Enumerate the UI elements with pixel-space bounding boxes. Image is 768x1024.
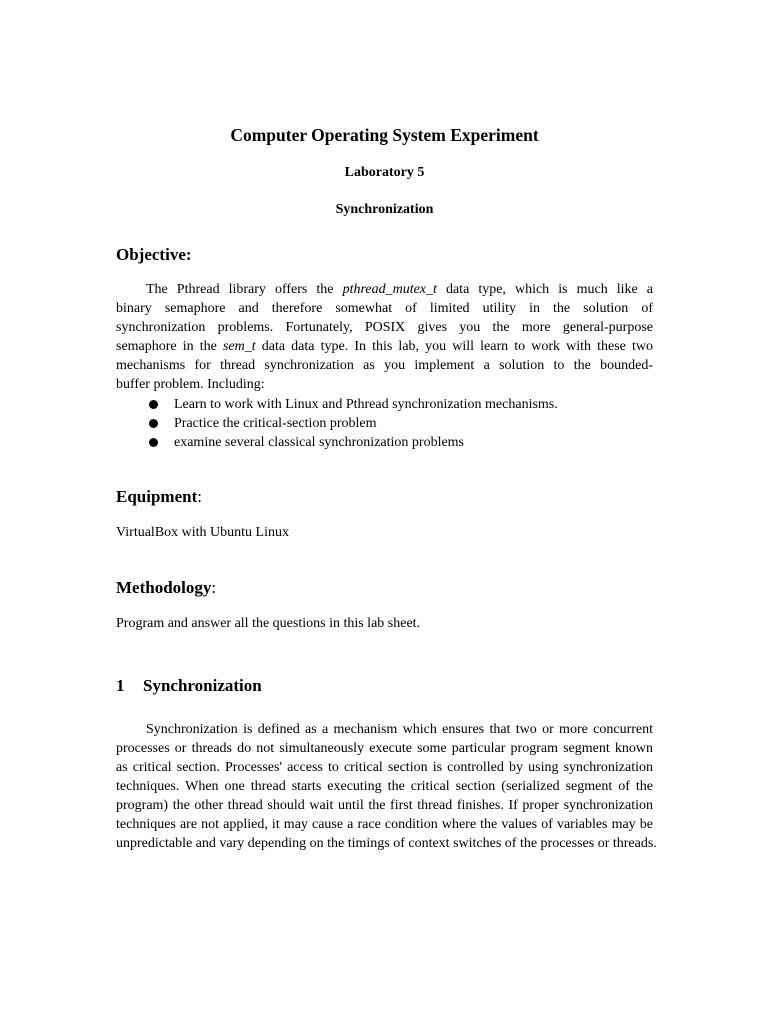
equipment-heading-colon: : <box>197 487 202 506</box>
bullet-dot-icon <box>149 400 158 409</box>
objective-line-2: binary semaphore and therefore somewhat of limited utility in the solution of <box>116 301 653 316</box>
equipment-text: VirtualBox with Ubuntu Linux <box>116 525 289 540</box>
objective-line-3: synchronization problems. Fortunately, POSIX gives you the more general-purpose <box>116 320 653 335</box>
objective-line-1 <box>116 280 653 299</box>
sync-line-2: processes or threads do not simultaneously execute some particular program segment known <box>116 741 653 756</box>
equipment-heading-text: Equipment <box>116 487 198 506</box>
methodology-text: Program and answer all the questions in this lab sheet. <box>116 616 421 631</box>
objective-heading <box>116 244 192 266</box>
bullet-text: Learn to work with Linux and Pthread synchronization mechanisms. <box>174 397 558 412</box>
bullet-item <box>116 395 653 414</box>
section-number: 1 <box>116 676 125 695</box>
sync-line-1: Synchronization is defined as a mechanism which ensures that two or more concurrent <box>146 722 653 737</box>
document-title: Computer Operating System Experiment <box>230 125 539 145</box>
methodology-heading-text: Methodology <box>116 578 212 597</box>
equipment-heading <box>116 486 202 508</box>
lab-topic: Synchronization <box>335 202 434 217</box>
section-1-heading <box>116 675 262 697</box>
sync-line-3: as critical section. Processes' access to critical section is controlled by using synchronization <box>116 760 653 775</box>
section-1-heading-text: Synchronization <box>143 676 262 695</box>
sync-line-7: unpredictable and vary depending on the timings of context switches of the processes or threads. <box>116 836 657 851</box>
methodology-heading <box>116 577 216 599</box>
bullet-item <box>116 414 653 433</box>
objective-line-6: buffer problem. Including: <box>116 377 265 392</box>
lab-number: Laboratory 5 <box>344 165 425 180</box>
objective-line-1-part-3: data type, which is much like a <box>436 282 653 297</box>
objective-line-4-part-1: semaphore in the <box>116 339 223 354</box>
objective-line-4-part-3: data data type. In this lab, you will learn to work with these two <box>255 339 653 354</box>
bullet-item <box>116 433 653 452</box>
objective-line-4 <box>116 337 653 356</box>
objective-heading-text: Objective: <box>116 245 192 264</box>
objective-bullet-list <box>116 395 653 452</box>
sem-t-type: sem_t <box>222 339 256 354</box>
bullet-text: Practice the critical-section problem <box>174 416 377 431</box>
synchronization-paragraph <box>116 720 657 853</box>
sync-line-6: techniques are not applied, it may cause a race condition where the values of variables may be <box>116 817 653 832</box>
pthread-mutex-type: pthread_mutex_t <box>342 282 437 297</box>
bullet-dot-icon <box>149 438 158 447</box>
objective-line-5: mechanisms for thread synchronization as you implement a solution to the bounded- <box>116 358 653 373</box>
objective-paragraph <box>116 280 653 394</box>
bullet-dot-icon <box>149 419 158 428</box>
objective-line-1-part-1: The Pthread library offers the <box>146 282 343 297</box>
methodology-heading-colon: : <box>211 578 217 597</box>
bullet-text: examine several classical synchronization problems <box>174 435 465 450</box>
sync-line-5: program) the other thread should wait until the first thread finishes. If proper synchronization <box>116 798 653 813</box>
sync-line-4: techniques. When one thread starts executing the critical section (serialized segment of the <box>116 779 653 794</box>
